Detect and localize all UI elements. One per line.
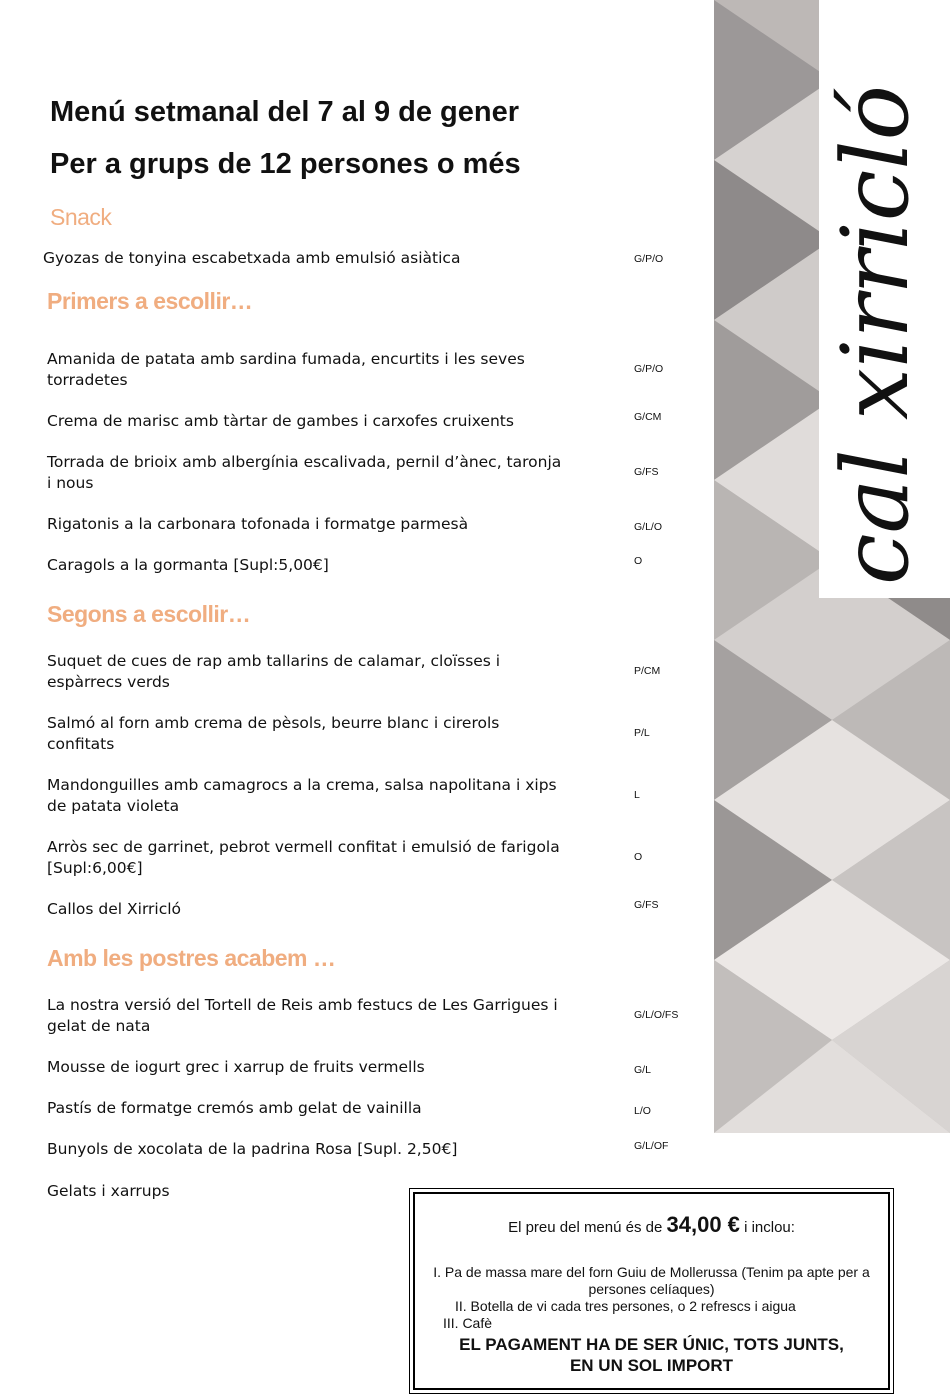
price-line [415, 1212, 888, 1238]
menu-title-line1: Menú setmanal del 7 al 9 de gener [50, 96, 519, 128]
menu-item: Salmó al forn amb crema de pèsols, beurre blanc i cirerols confitats [47, 714, 500, 753]
included-items-list [415, 1264, 888, 1332]
restaurant-logo [819, 0, 950, 598]
payment-warning-line1: EL PAGAMENT HA DE SER ÚNIC, TOTS JUNTS, [459, 1335, 844, 1354]
price-intro: El preu del menú és de [508, 1219, 663, 1236]
menu-item: Arròs sec de garrinet, pebrot vermell confitat i emulsió de farigola [Supl:6,00€] [47, 838, 560, 877]
payment-warning [415, 1334, 888, 1376]
included-item: II. Botella de vi cada tres persones, o 2 refrescs i aigua [455, 1298, 796, 1314]
allergen-code: O [634, 851, 643, 863]
menu-item: Pastís de formatge cremós amb gelat de vainilla [47, 1099, 422, 1117]
price-suffix: i inclou: [744, 1219, 795, 1236]
logo-text: cal xirricló [822, 84, 929, 585]
allergen-code: G/FS [634, 899, 659, 911]
menu-item: Rigatonis a la carbonara tofonada i formatge parmesà [47, 515, 469, 533]
menu-item: Gyozas de tonyina escabetxada amb emulsió asiàtica [43, 249, 461, 267]
allergen-code: G/L/O [634, 521, 663, 533]
allergen-code: O [634, 555, 643, 567]
menu-item: Torrada de brioix amb albergínia escalivada, pernil d’ànec, taronja i nous [47, 453, 562, 492]
allergen-code: G/L [634, 1064, 651, 1076]
logo-artwork [819, 0, 950, 598]
section-title-postres: Amb les postres acabem … [47, 945, 336, 971]
menu-item: Callos del Xirricló [47, 900, 182, 918]
price-amount: 34,00 € [666, 1212, 740, 1237]
menu-item: La nostra versió del Tortell de Reis amb festucs de Les Garrigues i gelat de nata [47, 996, 558, 1035]
allergen-code: G/L/O/FS [634, 1009, 679, 1021]
menu-item: Bunyols de xocolata de la padrina Rosa [Supl. 2,50€] [47, 1140, 458, 1158]
menu-item: Crema de marisc amb tàrtar de gambes i carxofes cruixents [47, 412, 514, 430]
menu-item: Mandonguilles amb camagrocs a la crema, salsa napolitana i xips de patata violeta [47, 776, 557, 815]
allergen-code: G/P/O [634, 363, 664, 375]
allergen-code: L [634, 789, 640, 801]
allergen-code: G/P/O [634, 253, 664, 265]
menu-item: Caragols a la gormanta [Supl:5,00€] [47, 556, 329, 574]
menu-item: Suquet de cues de rap amb tallarins de calamar, cloïsses i espàrrecs verds [47, 652, 501, 691]
payment-warning-line2: EN UN SOL IMPORT [569, 1356, 734, 1375]
included-item: III. Cafè [443, 1315, 493, 1331]
allergen-code: L/O [634, 1105, 651, 1117]
price-info-inner [413, 1192, 890, 1390]
allergen-code: P/L [634, 727, 650, 739]
allergen-code: G/CM [634, 411, 662, 423]
menu-item: Amanida de patata amb sardina fumada, encurtits i les seves torradetes [47, 350, 525, 389]
allergen-code: G/FS [634, 466, 659, 478]
section-title-primers: Primers a escollir… [47, 288, 253, 314]
section-title-snack: Snack [50, 204, 112, 230]
allergen-code: G/L/OF [634, 1140, 669, 1152]
menu-item: Gelats i xarrups [47, 1182, 170, 1200]
included-item: I. Pa de massa mare del forn Guiu de Mollerussa (Tenim pa apte per a persones celíaques) [433, 1264, 870, 1297]
section-title-segons: Segons a escollir… [47, 601, 251, 627]
allergen-code: P/CM [634, 665, 661, 677]
price-info-box [409, 1188, 894, 1394]
menu-title-line2: Per a grups de 12 persones o més [50, 148, 521, 180]
menu-item: Mousse de iogurt grec i xarrup de fruits vermells [47, 1058, 425, 1076]
